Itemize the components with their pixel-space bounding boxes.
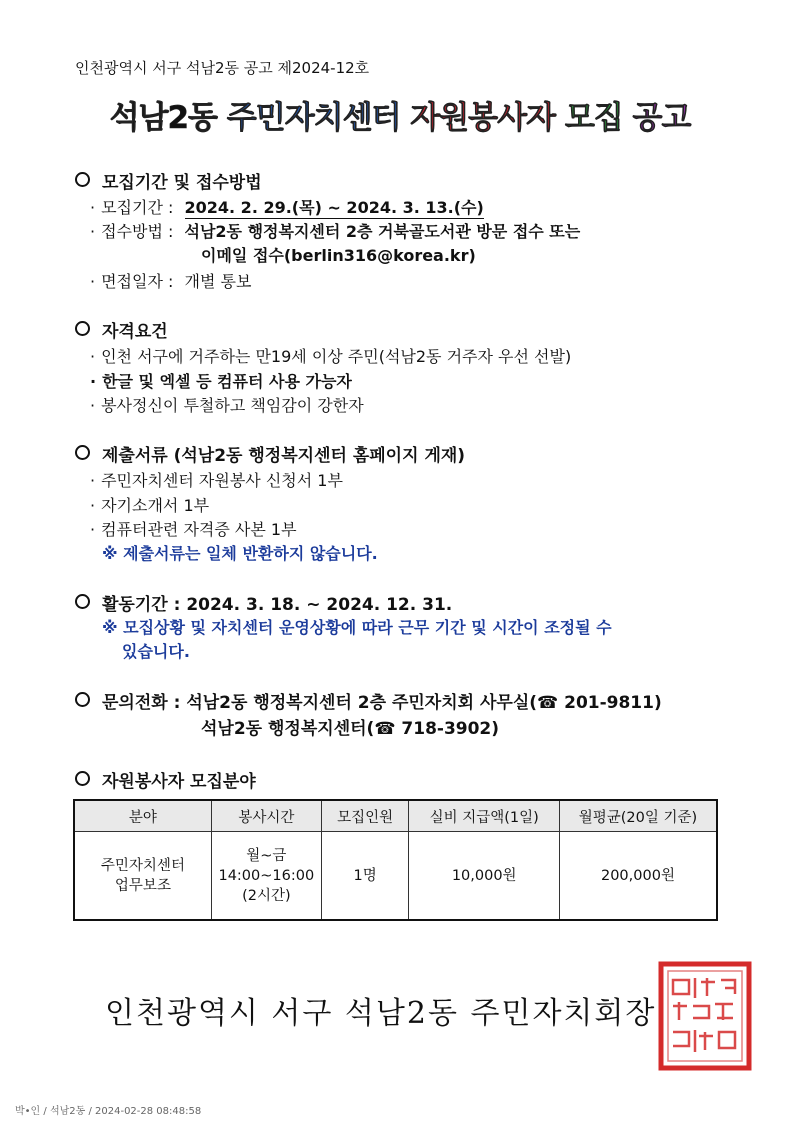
- title-part-4: 모집: [564, 100, 623, 136]
- table-header-cell: 봉사시간: [211, 800, 321, 832]
- title-part-1: 석남2동: [109, 100, 217, 136]
- field-line1: 주민자치센터: [100, 857, 185, 874]
- qualification-item: · 한글 및 엑셀 등 컴퓨터 사용 가능자: [90, 369, 352, 392]
- interview-date: [90, 269, 251, 292]
- title-part-2: 주민자치센터: [226, 100, 401, 136]
- qualification-item: · 봉사정신이 투철하고 책임감이 강한자: [90, 393, 364, 416]
- section-activity-heading: [75, 590, 452, 615]
- circle-bullet-icon: [75, 321, 90, 336]
- activity-note-line2: 있습니다.: [122, 642, 190, 661]
- contact-line2: 석남2동 행정복지센터(☎ 718-3902): [201, 719, 500, 739]
- method-label: · 접수방법 :: [90, 222, 173, 241]
- page-title: [0, 92, 800, 137]
- period-label: · 모집기간 :: [90, 198, 173, 217]
- section-qualification-heading: [75, 317, 168, 342]
- activity-note-line1: ※ 모집상황 및 자치센터 운영상황에 따라 근무 기간 및 시간이 조정될 수: [102, 618, 612, 637]
- section-heading-text: 자격요건: [102, 322, 168, 342]
- section-fields-heading: [75, 767, 256, 792]
- apply-method: [90, 219, 580, 242]
- interview-value: 개별 통보: [184, 272, 252, 291]
- official-seal-icon: [657, 960, 753, 1072]
- title-part-5: 공고: [632, 100, 691, 136]
- section-heading-text: 문의전화 : 석남2동 행정복지센터 2층 주민자치회 사무실(☎ 201-9811): [102, 693, 662, 713]
- method-value-line2: 이메일 접수(berlin316@korea.kr): [201, 246, 476, 265]
- documents-note: ※ 제출서류는 일체 반환하지 않습니다.: [102, 544, 378, 563]
- section-heading-text: 자원봉사자 모집분야: [102, 772, 256, 792]
- signature-line: 인천광역시 서구 석남2동 주민자치회장: [105, 996, 657, 1031]
- time-line1: 월~금: [246, 847, 287, 864]
- circle-bullet-icon: [75, 172, 90, 187]
- time-cell: [211, 832, 321, 921]
- recruit-period: [90, 195, 484, 218]
- table-header-row: [74, 800, 717, 832]
- circle-bullet-icon: [75, 445, 90, 460]
- table-header-cell: 실비 지급액(1일): [409, 800, 560, 832]
- table-header-cell: 분야: [74, 800, 211, 832]
- table-header-cell: 모집인원: [321, 800, 409, 832]
- document-item: · 주민자치센터 자원봉사 신청서 1부: [90, 468, 343, 491]
- qualification-item: · 인천 서구에 거주하는 만19세 이상 주민(석남2동 거주자 우선 선발): [90, 344, 571, 367]
- document-item: · 컴퓨터관련 자격증 사본 1부: [90, 517, 297, 540]
- title-part-3: 자원봉사자: [410, 100, 556, 136]
- section-heading-text: 모집기간 및 접수방법: [102, 173, 262, 193]
- print-footer: 박•인 / 석남2동 / 2024-02-28 08:48:58: [15, 1106, 202, 1117]
- time-line3: (2시간): [242, 887, 291, 904]
- monthly-cell: 200,000원: [559, 832, 717, 921]
- document-item: · 자기소개서 1부: [90, 493, 209, 516]
- table-header-cell: 월평균(20일 기준): [559, 800, 717, 832]
- circle-bullet-icon: [75, 594, 90, 609]
- section-heading-text: 제출서류 (석남2동 행정복지센터 홈페이지 게재): [102, 446, 466, 466]
- circle-bullet-icon: [75, 771, 90, 786]
- period-value: 2024. 2. 29.(목) ~ 2024. 3. 13.(수): [184, 198, 484, 217]
- table-row: [74, 832, 717, 921]
- pay-cell: 10,000원: [409, 832, 560, 921]
- recruit-table: [73, 799, 718, 921]
- field-line2: 업무보조: [114, 877, 171, 894]
- method-value-line1: 석남2동 행정복지센터 2층 거북골도서관 방문 접수 또는: [184, 222, 581, 241]
- time-line2: 14:00~16:00: [218, 867, 315, 884]
- field-cell: [74, 832, 211, 921]
- notice-number: 인천광역시 서구 석남2동 공고 제2024-12호: [75, 59, 370, 77]
- count-cell: 1명: [321, 832, 409, 921]
- section-recruit-heading: [75, 168, 262, 193]
- section-contact-heading: [75, 688, 662, 713]
- section-heading-text: 활동기간 : 2024. 3. 18. ~ 2024. 12. 31.: [102, 595, 453, 615]
- interview-label: · 면접일자 :: [90, 272, 173, 291]
- circle-bullet-icon: [75, 692, 90, 707]
- section-documents-heading: [75, 441, 465, 466]
